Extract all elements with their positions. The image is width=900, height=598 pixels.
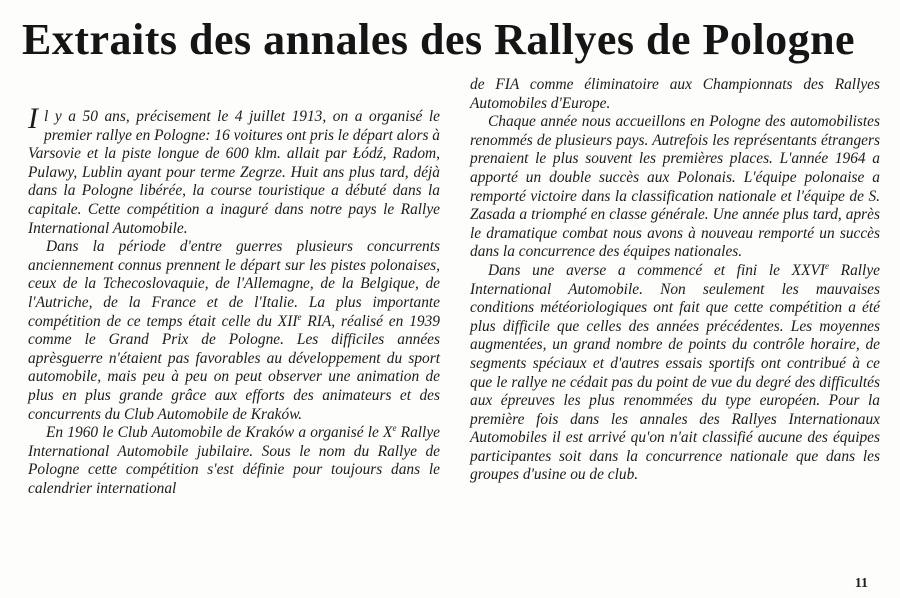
paragraph-3-text-b: Rallye International Automobile jubilaire. Sous le nom du Rallye de Pologne cette compétition s'est définie pour toujours dans le calendrier international xyxy=(28,424,440,497)
paragraph-2 xyxy=(28,238,440,424)
paragraph-5-text-b: Rallye International Automobile. Non seulement les mauvaises conditions météoriologiques ont fait que cette compétition a été plus difficile que celles des années précédentes. Les moyennes augmentées, un grand nombre de points du contrôle horaire, de segments spéciaux et d'autres essais sportifs ont contribué à ce que le rallye ne cédait pas du point de vue du degré des difficultés aux épreuves les plus renommées du type européen. Pour la première fois dans les annales des Rallyes Internationaux Automobiles il est arrivé qu'on n'ait classifié aucune des équipes participantes soit dans la concurrence nationale que dans les groupes d'usine ou de club. xyxy=(470,261,880,484)
paragraph-5 xyxy=(470,262,880,485)
paragraph-3-superscript: e xyxy=(392,422,397,433)
paragraph-2-superscript: e xyxy=(297,311,302,322)
paragraph-4: Chaque année nous accueillons en Pologne des automobilistes renommés de plusieurs pays. Autrefois les représentants étrangers prenaient le plus souvent les premières places. L'année 1964 a apporté un double succès aux Polonais. L'équipe polonaise a remporté victoire dans la classification nationale et l'équipe de S. Zasada a triomphé en classe générale. Une année plus tard, après le dramatique combat nous avons à nouveau remporté un succès dans la concurrence des équipes nationales. xyxy=(470,113,880,261)
paragraph-5-text-a: Dans une averse a commencé et fini le XXVI xyxy=(488,261,825,279)
article-title: Extraits des annales des Rallyes de Pologne xyxy=(22,15,856,64)
paragraph-3 xyxy=(28,424,440,498)
paragraph-continued: de FIA comme éliminatoire aux Championnats des Rallyes Automobiles d'Europe. xyxy=(470,76,880,112)
left-column xyxy=(28,102,440,498)
drop-cap: I xyxy=(28,102,38,135)
paragraph-5-superscript: e xyxy=(825,260,829,271)
right-column xyxy=(470,76,880,485)
paragraph-3-text-a: En 1960 le Club Automobile de Kraków a organisé le X xyxy=(46,424,393,442)
page-number: 11 xyxy=(854,576,868,591)
paragraph-1-text: l y a 50 ans, précisement le 4 juillet 1913, on a organisé le premier rallye en Pologne: 16 voitures ont pris le départ alors à Varsovie et la piste longue de 600 klm. allait par Łódź, Radom, Pulawy, Lublin ayant pour terme Zegrze. Huit ans plus tard, déjà dans la Pologne libérée, la course touristique a débuté dans la capitale. Cette compétition a inaguré dans notre pays le Rallye International Automobile. xyxy=(28,108,440,237)
paragraph-2-text-b: RIA, réalisé en 1939 comme le Grand Prix de Pologne. Les difficiles années aprèsguerre n'étaient pas favorables au développement du sport automobile, mais peu à peu on peut observer une animation de plus en plus grande grâce aux efforts des animateurs et des concurrents du Club Automobile de Kraków. xyxy=(28,312,440,423)
paragraph-2-text-a: Dans la période d'entre guerres plusieurs concurrents anciennement connus prennent le départ sur les pistes polonaises, ceux de la Tchecoslovaquie, de l'Allemagne, de la Belgique, de l'Autriche, de la France et de l'Italie. La plus importante compétition de ce temps était celle du XII xyxy=(28,238,440,330)
paragraph-1 xyxy=(28,102,440,238)
